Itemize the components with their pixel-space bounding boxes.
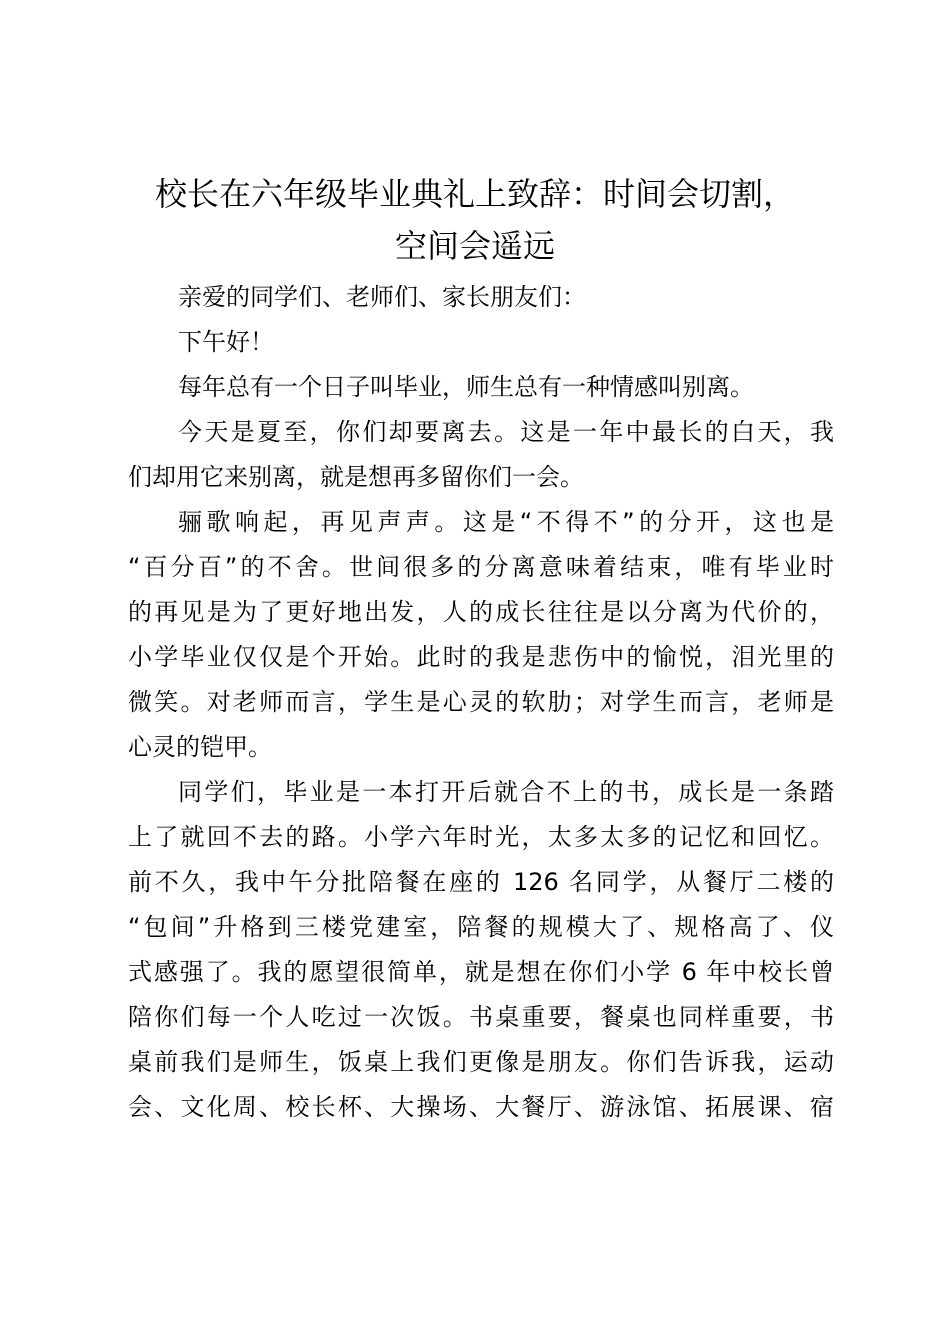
title-line-2: 空间会遥远 [394,227,555,265]
body-line: “包间”升格到三楼党建室，陪餐的规模大了、规格高了、仪 [128,913,834,941]
body-line: “百分百”的不舍。世间很多的分离意味着结束，唯有毕业时 [128,553,834,581]
body-line: 的再见是为了更好地出发，人的成长往往是以分离为代价的， [128,598,834,626]
greeting: 下午好！ [178,328,274,356]
title-line-1: 校长在六年级毕业典礼上致辞：时间会切割， [154,175,795,213]
body-line: 微笑。对老师而言，学生是心灵的软肋；对学生而言，老师是 [128,688,834,716]
body-line: 陪你们每一个人吃过一次饭。书桌重要，餐桌也同样重要，书 [128,1003,834,1031]
body-line: 骊歌响起，再见声声。这是“不得不”的分开，这也是 [178,508,834,536]
body-line: 式感强了。我的愿望很简单，就是想在你们小学 6 年中校长曾 [128,958,834,986]
body-line: 桌前我们是师生，饭桌上我们更像是朋友。你们告诉我，运动 [128,1048,834,1076]
body-line: 同学们，毕业是一本打开后就合不上的书，成长是一条踏 [178,778,834,806]
body-line: 今天是夏至，你们却要离去。这是一年中最长的白天，我 [178,418,834,446]
body-line: 会、文化周、校长杯、大操场、大餐厅、游泳馆、拓展课、宿 [128,1093,834,1121]
salutation: 亲爱的同学们、老师们、家长朋友们： [178,283,586,311]
body-line: 心灵的铠甲。 [128,733,272,761]
body-line: 上了就回不去的路。小学六年时光，太多太多的记忆和回忆。 [128,823,834,851]
body-line: 每年总有一个日子叫毕业，师生总有一种情感叫别离。 [178,373,754,401]
body-line: 前不久，我中午分批陪餐在座的 126 名同学，从餐厅二楼的 [128,868,834,896]
document-title [118,168,832,272]
body-line: 小学毕业仅仅是个开始。此时的我是悲伤中的愉悦，泪光里的 [128,643,834,671]
body-line: 们却用它来别离，就是想再多留你们一会。 [128,463,584,491]
